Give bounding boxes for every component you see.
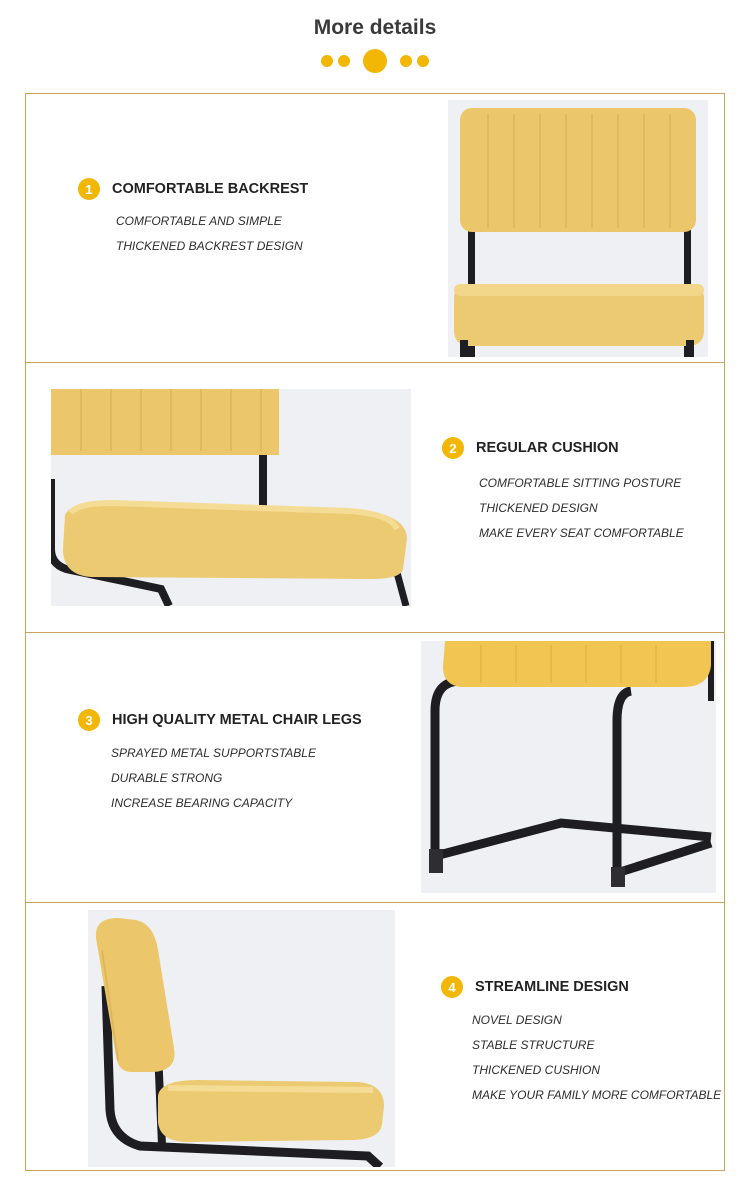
feature-list: [479, 471, 684, 546]
section-heading: [78, 178, 308, 200]
section-title: STREAMLINE DESIGN: [475, 979, 629, 995]
feature-line: THICKENED BACKREST DESIGN: [116, 239, 303, 253]
backrest-photo: [448, 100, 708, 357]
feature-line: INCREASE BEARING CAPACITY: [111, 796, 293, 810]
feature-line: MAKE EVERY SEAT COMFORTABLE: [479, 526, 684, 540]
feature-line: THICKENED DESIGN: [479, 501, 598, 515]
feature-line: MAKE YOUR FAMILY MORE COMFORTABLE: [472, 1088, 722, 1102]
dot-icon: [400, 55, 412, 67]
decorative-dots: [0, 48, 750, 74]
number-badge: 3: [78, 709, 100, 731]
section-title: HIGH QUALITY METAL CHAIR LEGS: [112, 712, 362, 728]
section-heading: [441, 976, 629, 998]
dot-icon: [321, 55, 333, 67]
side-view-photo: [88, 910, 395, 1167]
dot-icon: [417, 55, 429, 67]
number-badge: 4: [441, 976, 463, 998]
chair-legs-photo: [421, 641, 716, 893]
section-heading: [442, 437, 619, 459]
feature-line: THICKENED CUSHION: [472, 1063, 601, 1077]
dot-icon: [363, 49, 387, 73]
feature-line: SPRAYED METAL SUPPORTSTABLE: [111, 746, 316, 760]
dot-icon: [338, 55, 350, 67]
feature-list: [472, 1008, 721, 1108]
section-title: COMFORTABLE BACKREST: [112, 181, 309, 197]
feature-line: STABLE STRUCTURE: [472, 1038, 595, 1052]
feature-list: [116, 209, 303, 259]
feature-line: NOVEL DESIGN: [472, 1013, 562, 1027]
feature-line: COMFORTABLE SITTING POSTURE: [479, 476, 682, 490]
number-badge: 1: [78, 178, 100, 200]
page-title: More details: [313, 16, 437, 39]
cushion-photo: [51, 389, 411, 606]
section-heading: [78, 709, 362, 731]
number-badge: 2: [442, 437, 464, 459]
section-divider: [25, 362, 725, 363]
section-title: REGULAR CUSHION: [476, 440, 619, 456]
section-divider: [25, 902, 725, 903]
feature-list: [111, 741, 316, 816]
feature-line: DURABLE STRONG: [111, 771, 223, 785]
feature-line: COMFORTABLE AND SIMPLE: [116, 214, 282, 228]
section-divider: [25, 632, 725, 633]
